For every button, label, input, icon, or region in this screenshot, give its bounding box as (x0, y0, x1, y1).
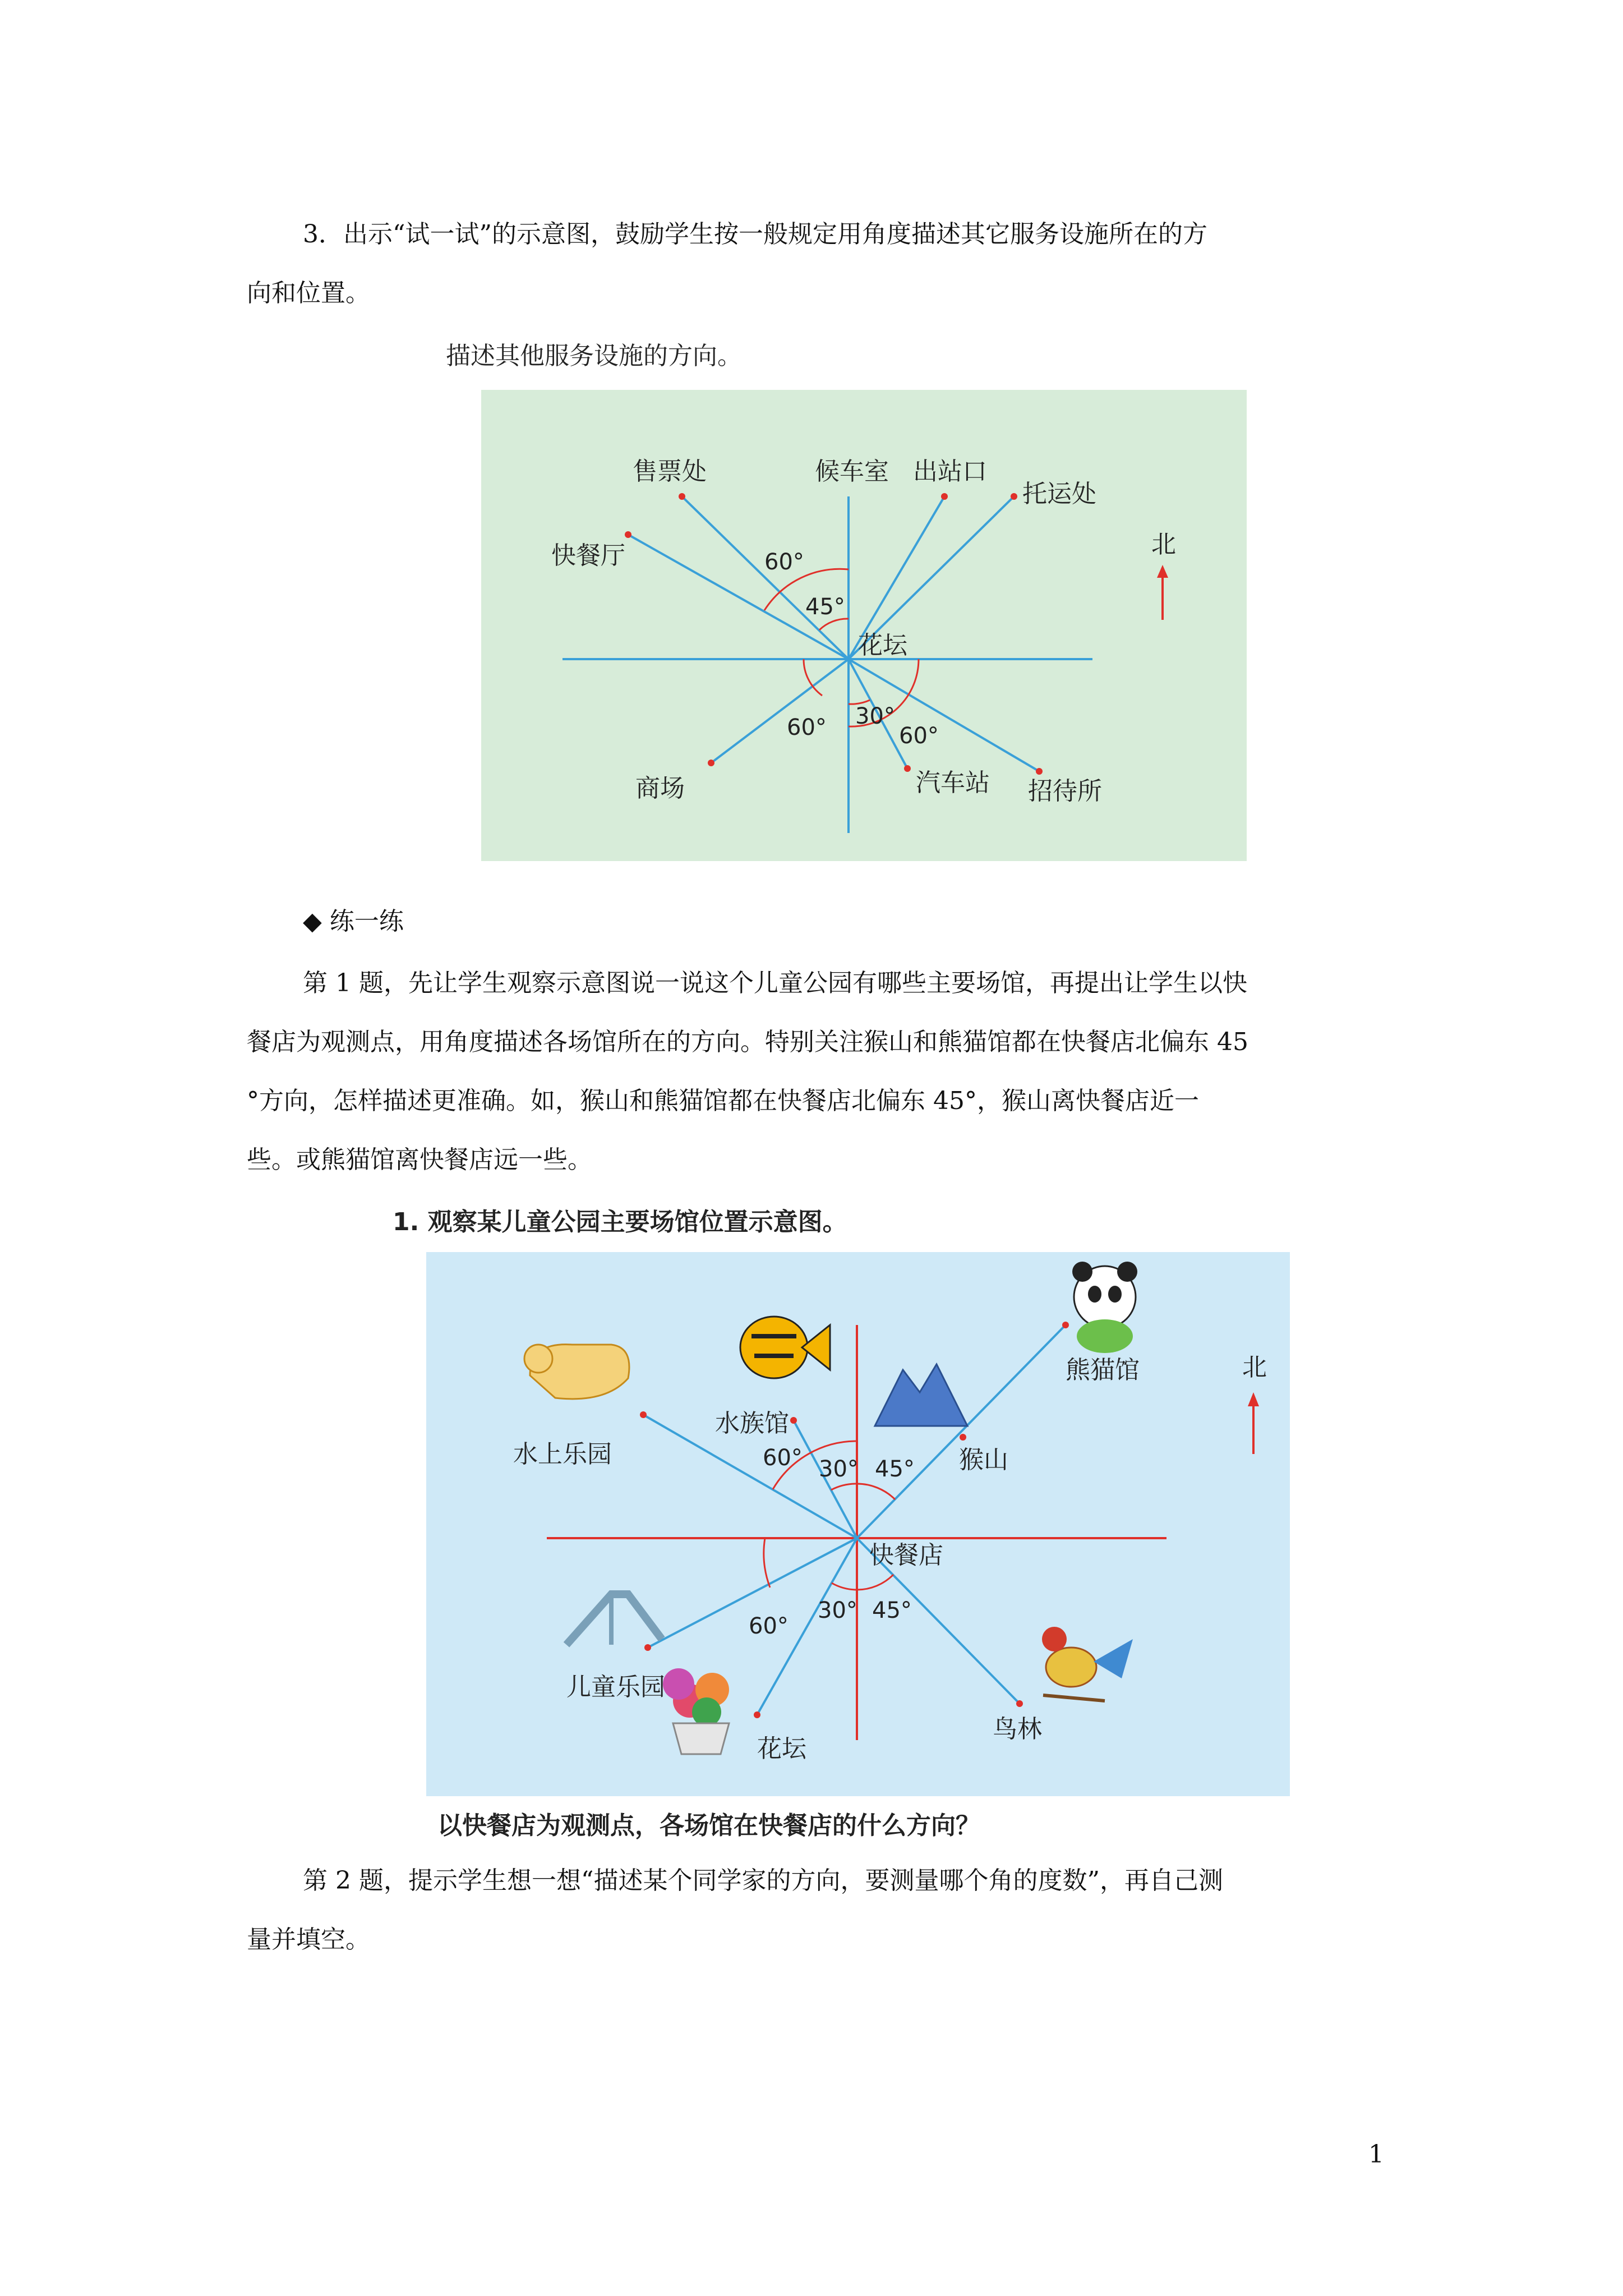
label-ticket-office: 售票处 (633, 457, 707, 486)
angle-label: 30° (818, 1598, 857, 1623)
angle-label: 45° (875, 1456, 915, 1482)
label-fastfood: 快餐厅 (551, 541, 625, 570)
north-label: 北 (1242, 1353, 1267, 1382)
label-exit: 出站口 (913, 457, 987, 486)
paragraph-line: 量并填空。 (247, 1925, 370, 1954)
angle-label: 60° (899, 723, 939, 749)
angle-label: 30° (819, 1456, 859, 1482)
figure2-diagram (426, 1252, 1290, 1796)
figure1-caption: 描述其他服务设施的方向。 (446, 342, 742, 370)
paragraph-line: 3．出示“试一试”的示意图，鼓励学生按一般规定用角度描述其它服务设施所在的方 (303, 220, 1207, 249)
figure1-diagram (481, 390, 1247, 861)
paragraph-line: 餐店为观测点，用角度描述各场馆所在的方向。特别关注猴山和熊猫馆都在快餐店北偏东 45 (247, 1028, 1248, 1056)
panda-icon (1072, 1262, 1137, 1353)
figure2-caption: 1. 观察某儿童公园主要场馆位置示意图。 (393, 1208, 847, 1236)
angle-label: 60° (763, 1445, 803, 1471)
angle-label: 45° (872, 1598, 912, 1623)
paragraph-line: 第 2 题，提示学生想一想“描述某个同学家的方向，要测量哪个角的度数”，再自己测 (303, 1866, 1223, 1895)
label-center: 快餐店 (869, 1541, 943, 1570)
angle-label: 60° (764, 549, 804, 575)
label-bird-forest: 鸟林 (993, 1715, 1042, 1743)
label-aquarium: 水族馆 (715, 1409, 789, 1438)
figure2-bottom-caption: 以快餐店为观测点，各场馆在快餐店的什么方向？ (437, 1811, 980, 1840)
label-waterpark: 水上乐园 (513, 1440, 612, 1469)
label-hostel: 招待所 (1028, 777, 1102, 806)
label-waiting-room: 候车室 (815, 457, 889, 486)
north-label: 北 (1151, 530, 1176, 559)
label-bus-station: 汽车站 (916, 769, 990, 797)
label-monkey-hill: 猴山 (959, 1446, 1008, 1474)
angle-label: 45° (805, 594, 845, 620)
angle-label: 30° (855, 703, 895, 729)
label-mall: 商场 (635, 774, 685, 803)
paragraph-line: 些。或熊猫馆离快餐店远一些。 (247, 1145, 592, 1174)
label-baggage: 托运处 (1022, 480, 1096, 508)
angle-label: 60° (787, 715, 827, 740)
label-playground: 儿童乐园 (566, 1673, 665, 1701)
paragraph-line: 第 1 题，先让学生观察示意图说一说这个儿童公园有哪些主要场馆，再提出让学生以快 (303, 969, 1247, 997)
label-flowerbed: 花坛 (757, 1734, 806, 1763)
label-center: 花坛 (858, 631, 907, 660)
practice-heading: ◆ 练一练 (303, 907, 404, 936)
page-number: 1 (1368, 2140, 1384, 2169)
paragraph-line: °方向，怎样描述更准确。如，猴山和熊猫馆都在快餐店北偏东 45°，猴山离快餐店近一 (247, 1087, 1199, 1115)
angle-label: 60° (749, 1613, 789, 1639)
label-panda: 熊猫馆 (1066, 1356, 1140, 1384)
paragraph-line: 向和位置。 (247, 279, 370, 307)
